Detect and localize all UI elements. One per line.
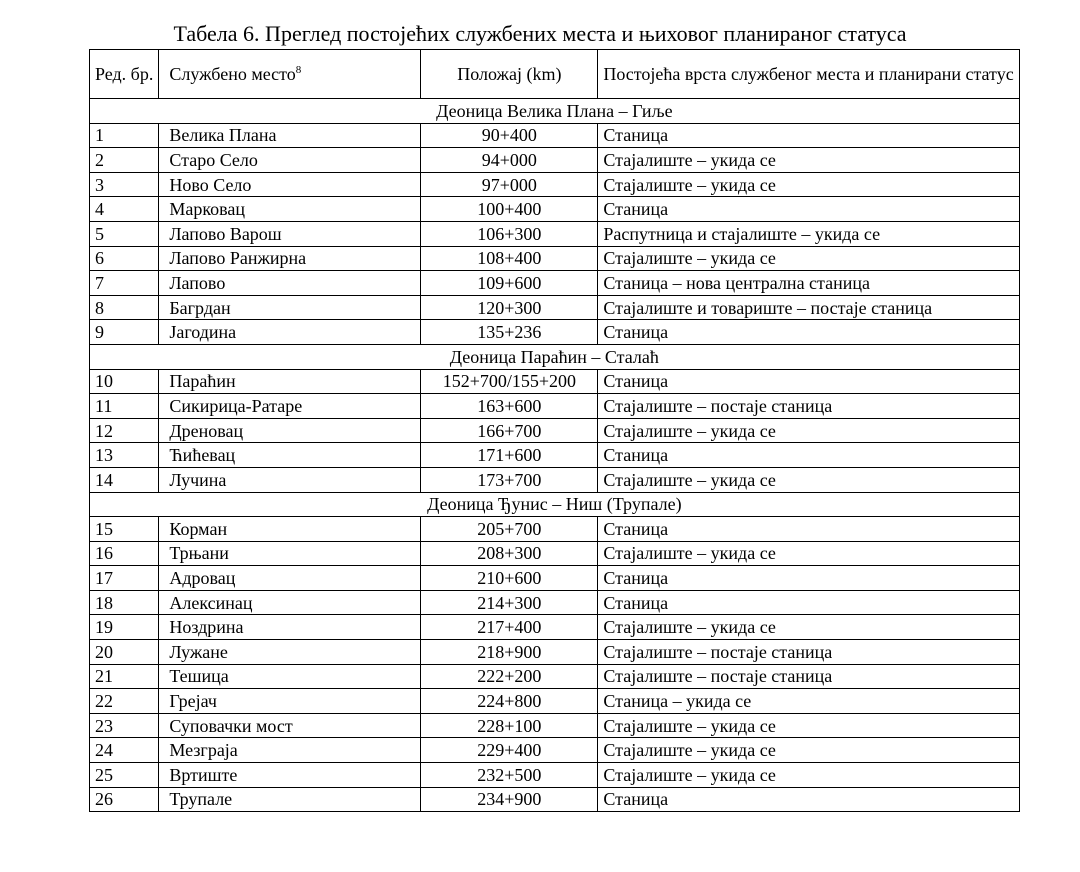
table-row [90, 418, 1020, 443]
station-status: Станица [598, 369, 1019, 394]
station-name: Вртиште [159, 763, 421, 788]
station-position: 228+100 [421, 713, 598, 738]
station-name: Трупале [159, 787, 421, 812]
station-status: Распутница и стајалиште – укида се [598, 221, 1019, 246]
station-name: Ново Село [159, 172, 421, 197]
row-number: 5 [90, 221, 159, 246]
station-status: Стајалиште – постаје станица [598, 664, 1019, 689]
table-row [90, 787, 1020, 812]
station-position: 214+300 [421, 590, 598, 615]
station-status: Стајалиште – укида се [598, 763, 1019, 788]
table-row [90, 664, 1020, 689]
station-name: Старо Село [159, 148, 421, 173]
row-number: 14 [90, 467, 159, 492]
station-name: Лужане [159, 640, 421, 665]
station-position: 173+700 [421, 467, 598, 492]
station-status: Стајалиште и товариште – постаје станица [598, 295, 1019, 320]
station-name: Ноздрина [159, 615, 421, 640]
table-row [90, 467, 1020, 492]
station-name: Лучина [159, 467, 421, 492]
station-position: 205+700 [421, 517, 598, 542]
station-name: Лапово [159, 271, 421, 296]
row-number: 19 [90, 615, 159, 640]
station-name: Алексинац [159, 590, 421, 615]
table-row [90, 615, 1020, 640]
station-status: Стајалиште – постаје станица [598, 640, 1019, 665]
table-row [90, 123, 1020, 148]
station-status: Станица [598, 320, 1019, 345]
station-name: Јагодина [159, 320, 421, 345]
station-name: Лапово Ранжирна [159, 246, 421, 271]
station-name: Мезграја [159, 738, 421, 763]
station-status: Станица [598, 197, 1019, 222]
station-position: 152+700/155+200 [421, 369, 598, 394]
row-number: 13 [90, 443, 159, 468]
table-row [90, 148, 1020, 173]
table-row [90, 517, 1020, 542]
station-name: Параћин [159, 369, 421, 394]
header-status-label: Постојећа врста службеног места и планирани статус [603, 63, 1014, 84]
station-status: Станица [598, 566, 1019, 591]
station-status: Станица [598, 123, 1019, 148]
header-no: Ред. бр. [90, 50, 159, 99]
row-number: 4 [90, 197, 159, 222]
row-number: 23 [90, 713, 159, 738]
station-name: Грејач [159, 689, 421, 714]
station-position: 171+600 [421, 443, 598, 468]
section-title: Деоница Велика Плана – Гиље [90, 99, 1020, 124]
station-status: Стајалиште – постаје станица [598, 394, 1019, 419]
station-name: Ћићевац [159, 443, 421, 468]
table-row [90, 590, 1020, 615]
station-position: 109+600 [421, 271, 598, 296]
station-status: Станица [598, 787, 1019, 812]
row-number: 9 [90, 320, 159, 345]
station-position: 135+236 [421, 320, 598, 345]
table-row [90, 443, 1020, 468]
row-number: 12 [90, 418, 159, 443]
station-status: Стајалиште – укида се [598, 738, 1019, 763]
station-name: Лапово Варош [159, 221, 421, 246]
station-status: Стајалиште – укида се [598, 541, 1019, 566]
row-number: 7 [90, 271, 159, 296]
station-status: Стајалиште – укида се [598, 172, 1019, 197]
table-header-row [90, 50, 1020, 99]
table-row [90, 394, 1020, 419]
station-position: 232+500 [421, 763, 598, 788]
table-body [90, 50, 1020, 812]
station-name: Суповачки мост [159, 713, 421, 738]
table-row [90, 172, 1020, 197]
header-place [159, 50, 421, 99]
row-number: 8 [90, 295, 159, 320]
table-row [90, 197, 1020, 222]
footnote-marker: 8 [295, 63, 302, 76]
station-position: 229+400 [421, 738, 598, 763]
table-row [90, 246, 1020, 271]
station-position: 100+400 [421, 197, 598, 222]
row-number: 10 [90, 369, 159, 394]
station-name: Тешица [159, 664, 421, 689]
row-number: 18 [90, 590, 159, 615]
row-number: 21 [90, 664, 159, 689]
row-number: 22 [90, 689, 159, 714]
station-status: Станица – нова централна станица [598, 271, 1019, 296]
station-position: 166+700 [421, 418, 598, 443]
station-status: Станица [598, 590, 1019, 615]
table-row [90, 221, 1020, 246]
station-name: Дреновац [159, 418, 421, 443]
station-position: 106+300 [421, 221, 598, 246]
station-name: Адровац [159, 566, 421, 591]
row-number: 11 [90, 394, 159, 419]
table-row [90, 369, 1020, 394]
station-name: Корман [159, 517, 421, 542]
row-number: 1 [90, 123, 159, 148]
station-position: 163+600 [421, 394, 598, 419]
station-name: Марковац [159, 197, 421, 222]
header-place-label: Службено место [169, 63, 296, 84]
station-position: 217+400 [421, 615, 598, 640]
station-status: Стајалиште – укида се [598, 148, 1019, 173]
section-title: Деоница Ђунис – Ниш (Трупале) [90, 492, 1020, 517]
station-status: Стајалиште – укида се [598, 615, 1019, 640]
station-status: Стајалиште – укида се [598, 418, 1019, 443]
table-row [90, 640, 1020, 665]
header-position: Положај (km) [421, 50, 598, 99]
station-position: 120+300 [421, 295, 598, 320]
station-position: 224+800 [421, 689, 598, 714]
station-position: 210+600 [421, 566, 598, 591]
station-status: Станица [598, 443, 1019, 468]
stations-table [89, 49, 1020, 812]
section-row [90, 344, 1020, 369]
table-row [90, 738, 1020, 763]
station-name: Трњани [159, 541, 421, 566]
station-status: Станица – укида се [598, 689, 1019, 714]
section-row [90, 99, 1020, 124]
station-status: Стајалиште – укида се [598, 713, 1019, 738]
station-position: 222+200 [421, 664, 598, 689]
row-number: 2 [90, 148, 159, 173]
station-name: Велика Плана [159, 123, 421, 148]
row-number: 17 [90, 566, 159, 591]
station-name: Багрдан [159, 295, 421, 320]
station-status: Станица [598, 517, 1019, 542]
row-number: 26 [90, 787, 159, 812]
station-position: 94+000 [421, 148, 598, 173]
station-position: 108+400 [421, 246, 598, 271]
table-row [90, 713, 1020, 738]
row-number: 15 [90, 517, 159, 542]
table-row [90, 689, 1020, 714]
row-number: 16 [90, 541, 159, 566]
station-position: 234+900 [421, 787, 598, 812]
station-position: 97+000 [421, 172, 598, 197]
station-status: Стајалиште – укида се [598, 246, 1019, 271]
table-row [90, 295, 1020, 320]
row-number: 6 [90, 246, 159, 271]
table-row [90, 566, 1020, 591]
station-position: 90+400 [421, 123, 598, 148]
row-number: 25 [90, 763, 159, 788]
row-number: 24 [90, 738, 159, 763]
table-row [90, 320, 1020, 345]
section-title: Деоница Параћин – Сталаћ [90, 344, 1020, 369]
table-row [90, 271, 1020, 296]
table-row [90, 541, 1020, 566]
table-title: Табела 6. Преглед постојећих службених места и њиховог планираног статуса [173, 21, 907, 46]
row-number: 3 [90, 172, 159, 197]
station-position: 208+300 [421, 541, 598, 566]
header-status [598, 50, 1019, 99]
section-row [90, 492, 1020, 517]
station-status: Стајалиште – укида се [598, 467, 1019, 492]
row-number: 20 [90, 640, 159, 665]
table-row [90, 763, 1020, 788]
station-name: Сикирица-Ратаре [159, 394, 421, 419]
station-position: 218+900 [421, 640, 598, 665]
